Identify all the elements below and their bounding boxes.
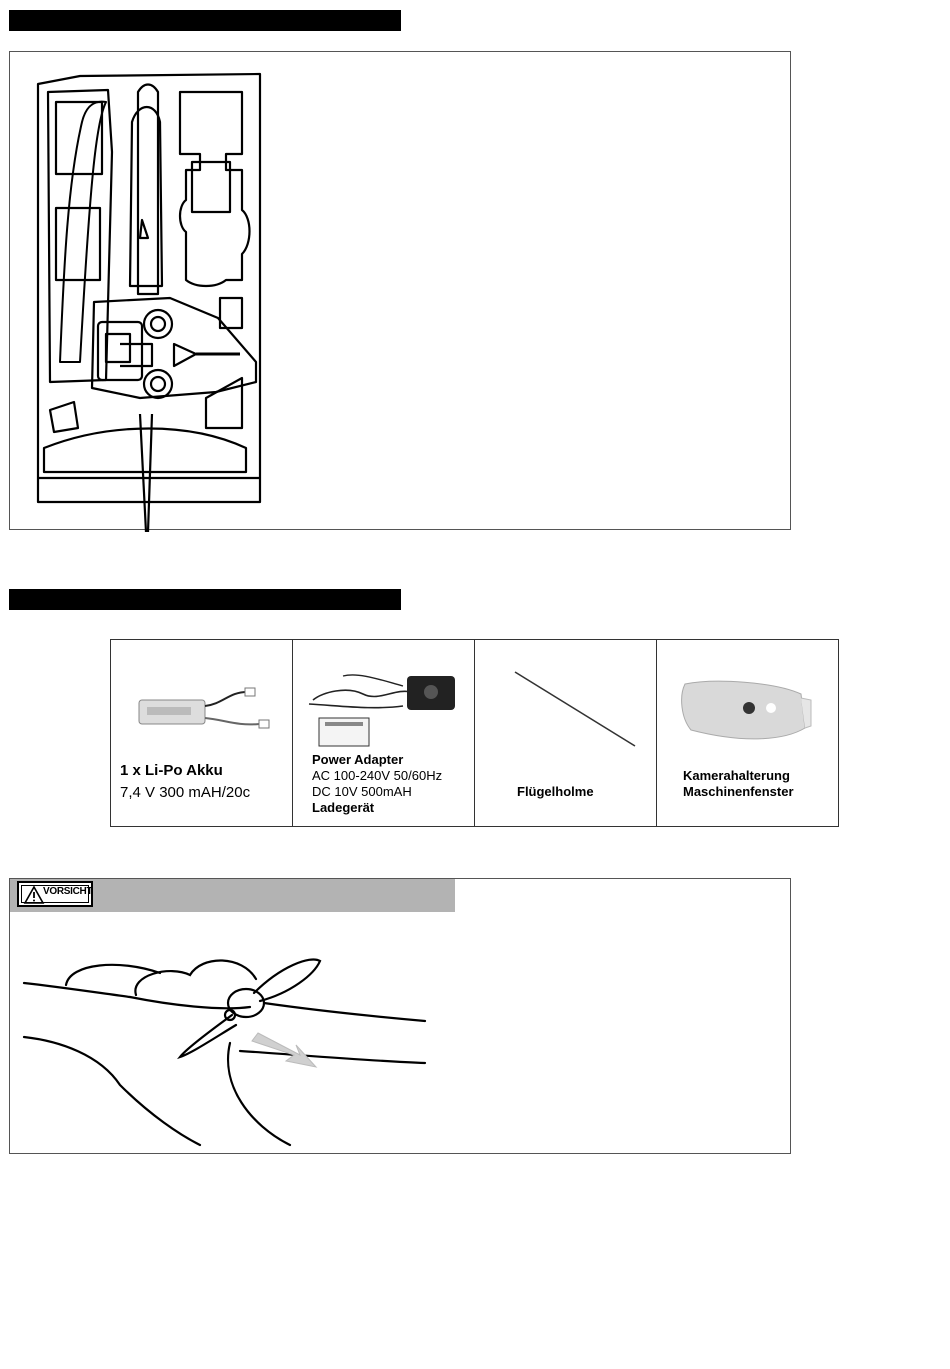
charger-line-4: Ladegerät [312,800,375,815]
wing-spar-title: Flügelholme [517,784,594,799]
accessory-camera-mount [657,640,838,826]
accessories-table [110,639,839,827]
caution-badge [17,881,93,907]
propeller-hand-illustration [20,945,440,1155]
accessory-wing-spar [475,640,657,826]
battery-detail: 7,4 V 300 mAH/20c [120,784,251,801]
camera-mount-line-2: Maschinenfenster [683,784,794,799]
camera-mount-line-1: Kamerahalterung [683,768,790,783]
package-contents-frame [9,51,791,530]
charger-icon [303,666,473,756]
foam-box-illustration [20,62,280,532]
accessory-battery [111,640,293,826]
warning-triangle-icon [23,885,45,905]
caution-badge-label: VORSICHT [43,886,93,897]
charger-line-2: AC 100-240V 50/60Hz [312,768,443,783]
section-header-bar-1 [9,10,401,31]
section-header-bar-2 [9,589,401,610]
wing-spar-icon [511,668,651,758]
charger-line-3: DC 10V 500mAH [312,784,412,799]
battery-icon [133,680,293,740]
charger-line-1: Power Adapter [312,752,404,767]
camera-mount-icon [675,674,825,754]
battery-title: 1 x Li-Po Akku [120,762,223,779]
accessory-charger [293,640,475,826]
